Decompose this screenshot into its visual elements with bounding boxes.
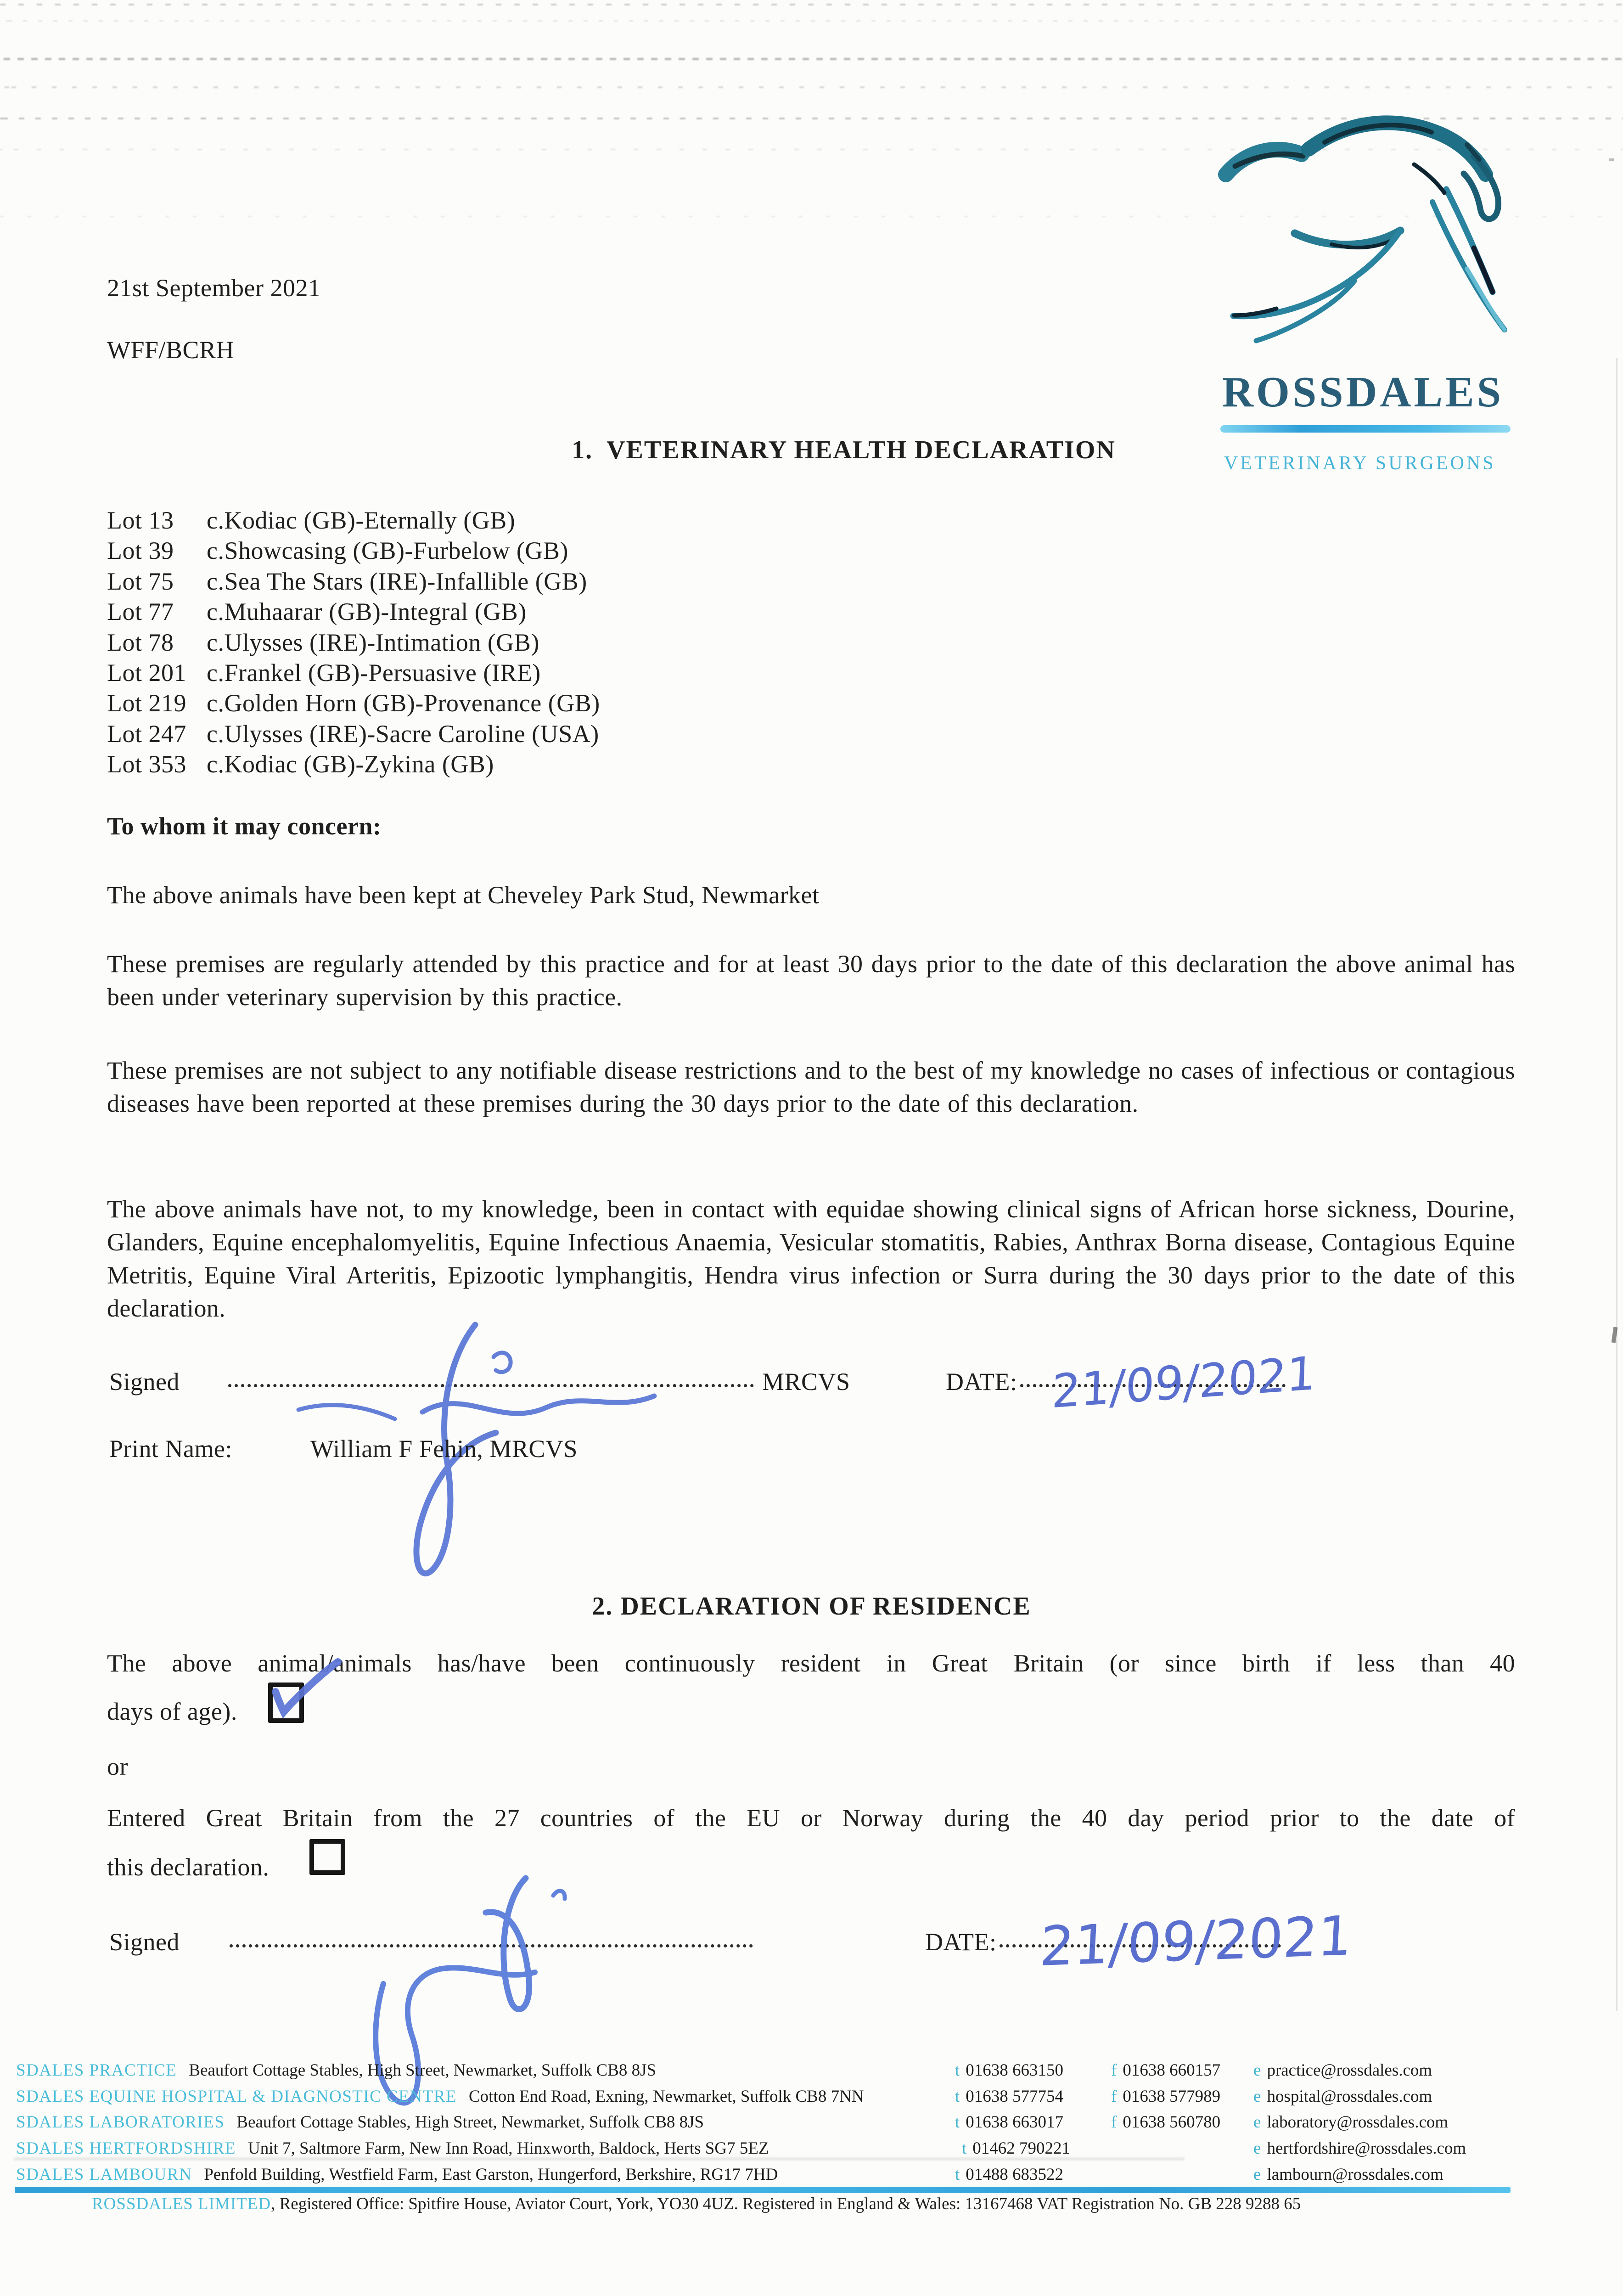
lot-desc: c.Ulysses (IRE)-Intimation (GB) [207, 628, 539, 656]
office-fax [1111, 2060, 1220, 2080]
option1-line1: The above animal/animals has/have been continuously resident in Great Britain (or since birth if less than 40 [107, 1649, 1515, 1677]
tel-icon: t [955, 2165, 960, 2184]
lot-number: Lot 39 [107, 537, 174, 565]
scan-noise-row [0, 20, 1623, 22]
office-phone [955, 2112, 1063, 2132]
scan-noise-row [0, 58, 1623, 60]
paragraph-contact: The above animals have not, to my knowledge, been in contact with equidae showing clinical signs of African horse sickness, Dourine, Glanders, Equine encephalomyelitis, Equine Infectious Anaemia, Vesicular stomatitis, Rabies, Anthrax Borna disease, Contagious Equine Metritis, Equine Viral Arteritis, Epizootic lymphangitis, Hendra virus infection or Surra during the 30 days prior to the date of this declaration. [107, 1195, 1515, 1322]
phone-number: 01462 790221 [972, 2139, 1071, 2158]
office-phone [955, 2060, 1063, 2080]
checkbox-tick-icon [255, 1642, 361, 1734]
lot-desc: c.Kodiac (GB)-Eternally (GB) [207, 506, 516, 534]
lot-row [107, 505, 600, 535]
option1-line2: days of age). [107, 1698, 237, 1725]
signed-label: Signed [109, 1368, 180, 1396]
office-fax [1111, 2112, 1220, 2132]
office-address: Penfold Building, Westfield Farm, East Garston, Hungerford, Berkshire, RG17 7HD [204, 2165, 778, 2184]
handwritten-date: 21/09/2021 [1038, 1903, 1354, 1979]
office-label: SDALES LAMBOURN [16, 2165, 192, 2184]
logo-brush-line [1220, 425, 1511, 433]
email-icon: e [1253, 2165, 1261, 2184]
lot-desc: c.Golden Horn (GB)-Provenance (GB) [207, 689, 600, 717]
lot-row [107, 688, 600, 718]
office-row [16, 2112, 704, 2132]
lot-number: Lot 78 [107, 628, 174, 656]
lot-row [107, 566, 600, 597]
office-fax [1111, 2087, 1220, 2106]
office-label: SDALES HERTFORDSHIRE [16, 2139, 236, 2158]
office-phone [955, 2087, 1063, 2106]
office-address: Unit 7, Saltmore Farm, New Inn Road, Hinxworth, Baldock, Herts SG7 5EZ [248, 2139, 769, 2158]
office-address: Beaufort Cottage Stables, High Street, Newmarket, Suffolk CB8 8JS [236, 2113, 704, 2132]
office-email [1253, 2087, 1432, 2106]
email-address: hospital@rossdales.com [1267, 2087, 1432, 2106]
lot-number: Lot 13 [107, 506, 174, 534]
logo-tagline: VETERINARY SURGEONS [1224, 453, 1496, 474]
handwritten-date: 21/09/2021 [1050, 1346, 1317, 1419]
lot-list [107, 505, 600, 780]
office-row [16, 2165, 778, 2184]
letter-date: 21st September 2021 [107, 274, 321, 302]
paragraph-notifiable: These premises are not subject to any notifiable disease restrictions and to the best of my knowledge no cases of infectious or contagious diseases have been reported at these premises during the 30 days prior to the date of this declaration. [107, 1057, 1515, 1117]
lot-desc: c.Sea The Stars (IRE)-Infallible (GB) [207, 567, 587, 595]
tel-icon: t [962, 2139, 967, 2158]
scan-artifact [1609, 158, 1614, 161]
section1-heading: 1. VETERINARY HEALTH DECLARATION [572, 436, 1116, 464]
office-address: Beaufort Cottage Stables, High Street, Newmarket, Suffolk CB8 8JS [189, 2061, 657, 2080]
tel-icon: t [955, 2087, 960, 2106]
lot-number: Lot 219 [107, 689, 186, 717]
office-phone [962, 2138, 1070, 2158]
lot-desc: c.Showcasing (GB)-Furbelow (GB) [207, 537, 568, 565]
date-label: DATE: [946, 1368, 1017, 1396]
fax-icon: f [1111, 2061, 1117, 2080]
scan-noise-row [0, 86, 1623, 88]
fax-icon: f [1111, 2087, 1117, 2106]
lot-desc: c.Ulysses (IRE)-Sacre Caroline (USA) [207, 720, 599, 748]
lot-desc: c.Frankel (GB)-Persuasive (IRE) [207, 658, 541, 687]
print-name-value: William F Fehin, MRCVS [310, 1435, 578, 1463]
office-label: SDALES LABORATORIES [16, 2113, 225, 2132]
or-label: or [107, 1753, 128, 1780]
lot-row [107, 627, 600, 658]
paragraph-attended: These premises are regularly attended by this practice and for at least 30 days prior to the date of this declaration the above animal has been under veterinary supervision by this practice. [107, 950, 1515, 1011]
office-phone [955, 2165, 1063, 2184]
email-address: practice@rossdales.com [1267, 2061, 1432, 2080]
office-row [16, 2138, 769, 2158]
office-row [16, 2087, 864, 2106]
lot-desc: c.Kodiac (GB)-Zykina (GB) [207, 750, 494, 778]
office-email [1253, 2138, 1466, 2158]
company-registration-line [92, 2194, 1301, 2214]
email-address: lambourn@rossdales.com [1267, 2165, 1443, 2184]
office-label: SDALES EQUINE HOSPITAL & DIAGNOSTIC CENTRE [16, 2087, 457, 2106]
lot-desc: c.Muhaarar (GB)-Integral (GB) [207, 598, 527, 626]
lot-number: Lot 353 [107, 750, 186, 778]
scan-artifact [1616, 358, 1617, 2011]
lot-row [107, 749, 600, 779]
scan-noise-row [0, 4, 1623, 6]
tel-icon: t [955, 2113, 960, 2132]
lot-number: Lot 201 [107, 658, 186, 687]
phone-number: 01638 663150 [966, 2061, 1064, 2080]
fax-icon: f [1111, 2113, 1117, 2132]
kept-at-line: The above animals have been kept at Cheveley Park Stud, Newmarket [107, 881, 820, 909]
letter-reference: WFF/BCRH [107, 336, 235, 364]
phone-number: 01638 663017 [966, 2113, 1064, 2132]
fax-number: 01638 577989 [1123, 2087, 1221, 2106]
email-icon: e [1253, 2061, 1261, 2080]
lot-number: Lot 247 [107, 720, 186, 748]
option2-line1: Entered Great Britain from the 27 countries of the EU or Norway during the 40 day period prior to the date of [107, 1804, 1515, 1832]
lot-row [107, 597, 600, 627]
fax-number: 01638 560780 [1123, 2113, 1221, 2132]
email-address: hertfordshire@rossdales.com [1267, 2139, 1466, 2158]
print-name-label: Print Name: [109, 1435, 232, 1463]
lot-row [107, 719, 600, 749]
office-email [1253, 2060, 1432, 2080]
lot-row [107, 535, 600, 566]
office-email [1253, 2165, 1443, 2184]
phone-number: 01488 683522 [966, 2165, 1064, 2184]
fax-number: 01638 660157 [1123, 2061, 1221, 2080]
email-address: laboratory@rossdales.com [1267, 2113, 1449, 2132]
logo-wordmark: ROSSDALES [1222, 368, 1504, 416]
lot-number: Lot 75 [107, 567, 174, 595]
company-registration-text: , Registered Office: Spitfire House, Aviator Court, York, YO30 4UZ. Registered in England & Wales: 13167468 VAT Registration No. GB 228 9288 65 [271, 2195, 1301, 2213]
lot-row [107, 658, 600, 688]
section2-heading: 2. DECLARATION OF RESIDENCE [592, 1592, 1031, 1621]
phone-number: 01638 577754 [966, 2087, 1064, 2106]
signed-label: Signed [109, 1928, 180, 1956]
tel-icon: t [955, 2061, 960, 2080]
office-email [1253, 2112, 1448, 2132]
rossdales-horse-logo-icon [1217, 110, 1511, 344]
company-name: ROSSDALES LIMITED [92, 2195, 271, 2213]
option2-line2: this declaration. [107, 1853, 270, 1881]
salutation: To whom it may concern: [107, 812, 382, 840]
email-icon: e [1253, 2087, 1261, 2106]
office-address: Cotton End Road, Exning, Newmarket, Suffolk CB8 7NN [469, 2087, 864, 2106]
email-icon: e [1253, 2113, 1261, 2132]
email-icon: e [1253, 2139, 1261, 2158]
office-label: SDALES PRACTICE [16, 2061, 177, 2080]
mrcvs-label: MRCVS [762, 1368, 850, 1396]
office-row [16, 2060, 656, 2080]
lot-number: Lot 77 [107, 598, 174, 626]
date-label: DATE: [925, 1928, 997, 1956]
footer-divider-line [15, 2187, 1511, 2193]
